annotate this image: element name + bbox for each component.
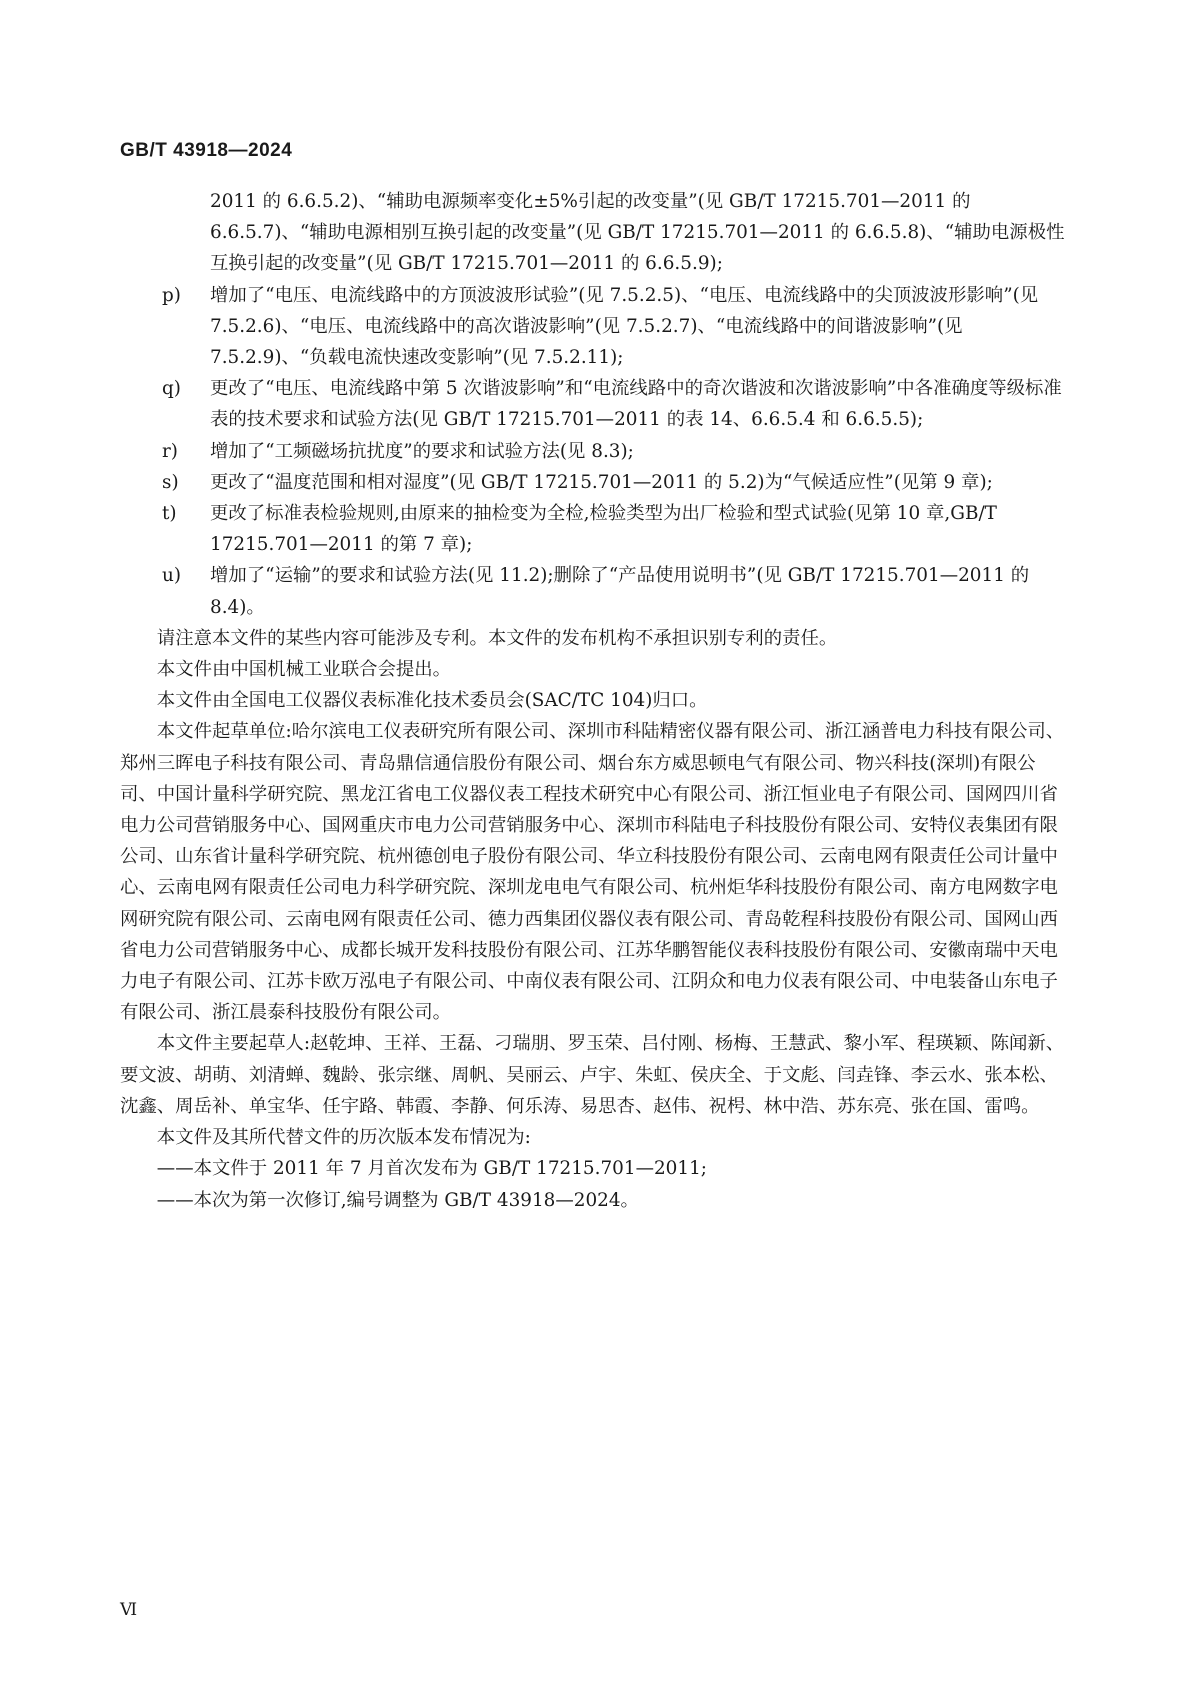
centralized-by-paragraph: 本文件由全国电工仪器仪表标准化技术委员会(SAC/TC 104)归口。 <box>156 690 708 712</box>
history-entry: ——本次为第一次修订,编号调整为 GB/T 43918—2024。 <box>156 1189 639 1211</box>
list-item-p <box>120 280 1072 374</box>
drafters-paragraph: 本文件主要起草人:赵乾坤、王祥、王磊、刁瑞朋、罗玉荣、吕付刚、杨梅、王慧武、黎小军、程瑛颖、陈闻新、要文波、胡萌、刘清蝉、魏龄、张宗继、周帆、吴丽云、卢宇、朱虹、侯庆全、于文彪、闫垚锋、李云水、张本松、沈鑫、周岳补、单宝华、任宇路、韩霞、李静、何乐涛、易思杏、赵伟、祝枵、林中浩、苏东亮、张在国、雷鸣。 <box>120 1033 1065 1117</box>
document-body <box>120 186 1072 1216</box>
list-item-t <box>120 498 1072 560</box>
list-item-u <box>120 560 1072 622</box>
list-item-label: p) <box>162 284 181 306</box>
list-item-text: 更改了“温度范围和相对湿度”(见 GB/T 17215.701—2011 的 5.2)为“气候适应性”(见第 9 章); <box>210 471 993 493</box>
list-item-text: 增加了“运输”的要求和试验方法(见 11.2);删除了“产品使用说明书”(见 GB/T 17215.701—2011 的 8.4)。 <box>210 565 1030 618</box>
continued-list-item: 2011 的 6.6.5.2)、“辅助电源频率变化±5%引起的改变量”(见 GB/T 17215.701—2011 的 6.6.5.7)、“辅助电源相别互换引起的改变量”(见 GB/T 17215.701—2011 的 6.6.5.8)、“辅助电源极性互换引起的改变量”(见 GB/T 17215.701—2011 的 6.6.5.9); <box>210 191 1065 275</box>
list-item-text: 更改了“电压、电流线路中第 5 次谐波影响”和“电流线路中的奇次谐波和次谐波影响”中各准确度等级标准表的技术要求和试验方法(见 GB/T 17215.701—2011 的表 14、6.6.5.4 和 6.6.5.5); <box>210 378 1062 431</box>
history-intro-paragraph: 本文件及其所代替文件的历次版本发布情况为: <box>156 1127 531 1149</box>
history-entry: ——本文件于 2011 年 7 月首次发布为 GB/T 17215.701—2011; <box>156 1158 707 1180</box>
list-item-s <box>120 467 1072 498</box>
list-item-label: u) <box>162 565 182 587</box>
proposed-by-paragraph: 本文件由中国机械工业联合会提出。 <box>156 659 452 681</box>
drafting-units-paragraph: 本文件起草单位:哈尔滨电工仪表研究所有限公司、深圳市科陆精密仪器有限公司、浙江涵普电力科技有限公司、郑州三晖电子科技有限公司、青岛鼎信通信股份有限公司、烟台东方威思顿电气有限公司、物兴科技(深圳)有限公司、中国计量科学研究院、黑龙江省电工仪器仪表工程技术研究中心有限公司、浙江恒业电子有限公司、国网四川省电力公司营销服务中心、国网重庆市电力公司营销服务中心、深圳市科陆电子科技股份有限公司、安特仪表集团有限公司、山东省计量科学研究院、杭州德创电子股份有限公司、华立科技股份有限公司、云南电网有限责任公司计量中心、云南电网有限责任公司电力科学研究院、深圳龙电电气有限公司、杭州炬华科技股份有限公司、南方电网数字电网研究院有限公司、云南电网有限责任公司、德力西集团仪器仪表有限公司、青岛乾程科技股份有限公司、国网山西省电力公司营销服务中心、成都长城开发科技股份有限公司、江苏华鹏智能仪表科技股份有限公司、安徽南瑞中天电力电子有限公司、江苏卡欧万泓电子有限公司、中南仪表有限公司、江阴众和电力仪表有限公司、中电装备山东电子有限公司、浙江晨泰科技股份有限公司。 <box>120 721 1065 1024</box>
list-item-label: t) <box>162 503 177 525</box>
list-item-text: 增加了“工频磁场抗扰度”的要求和试验方法(见 8.3); <box>210 440 634 462</box>
list-item-text: 更改了标准表检验规则,由原来的抽检变为全检,检验类型为出厂检验和型式试验(见第 10 章,GB/T 17215.701—2011 的第 7 章); <box>210 503 997 556</box>
list-item-q <box>120 373 1072 435</box>
standard-code-header: GB/T 43918—2024 <box>120 140 293 161</box>
page-number: Ⅵ <box>120 1600 138 1620</box>
list-item-label: q) <box>162 378 181 400</box>
list-item-r <box>120 436 1072 467</box>
list-item-text: 增加了“电压、电流线路中的方顶波波形试验”(见 7.5.2.5)、“电压、电流线路中的尖顶波波形影响”(见 7.5.2.6)、“电压、电流线路中的高次谐波影响”(见 7.5.2.7)、“电流线路中的间谐波影响”(见 7.5.2.9)、“负载电流快速改变影响”(见 7.5.2.11); <box>210 284 1039 369</box>
patent-notice-paragraph: 请注意本文件的某些内容可能涉及专利。本文件的发布机构不承担识别专利的责任。 <box>156 627 838 649</box>
list-item-label: r) <box>162 440 178 462</box>
list-item-label: s) <box>162 471 179 493</box>
